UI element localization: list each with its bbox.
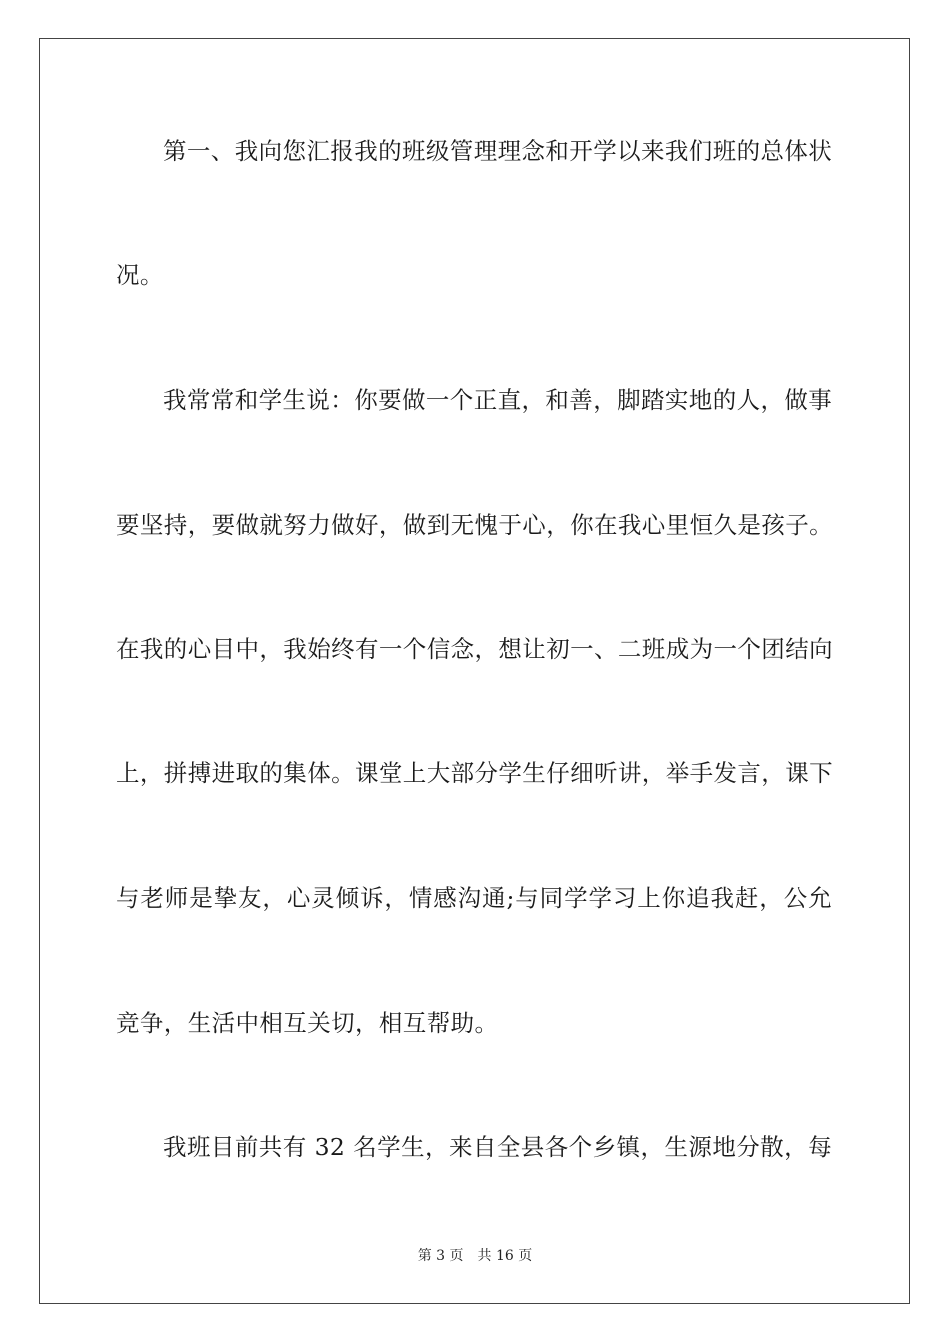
paragraph-line: 我班目前共有 32 名学生，来自全县各个乡镇，生源地分散，每 [163,1133,832,1161]
paragraph-line: 要坚持，要做就努力做好，做到无愧于心，你在我心里恒久是孩子。 [116,511,833,539]
paragraph-line: 我常常和学生说：你要做一个正直，和善，脚踏实地的人，做事 [163,386,833,414]
paragraph-line: 况。 [116,261,164,289]
page-number: 第 3 页 [417,1248,464,1264]
page-footer [0,1246,950,1266]
paragraph-line: 在我的心目中，我始终有一个信念，想让初一、二班成为一个团结向 [116,635,833,663]
paragraph-line: 第一、我向您汇报我的班级管理理念和开学以来我们班的总体状 [163,137,833,165]
page-total: 共 16 页 [477,1248,533,1264]
paragraph-line: 竞争，生活中相互关切，相互帮助。 [116,1009,499,1037]
paragraph-line: 上，拼搏进取的集体。课堂上大部分学生仔细听讲，举手发言，课下 [116,759,833,787]
paragraph-line: 与老师是挚友，心灵倾诉，情感沟通;与同学学习上你追我赶，公允 [116,884,832,912]
page-border [39,38,910,1304]
